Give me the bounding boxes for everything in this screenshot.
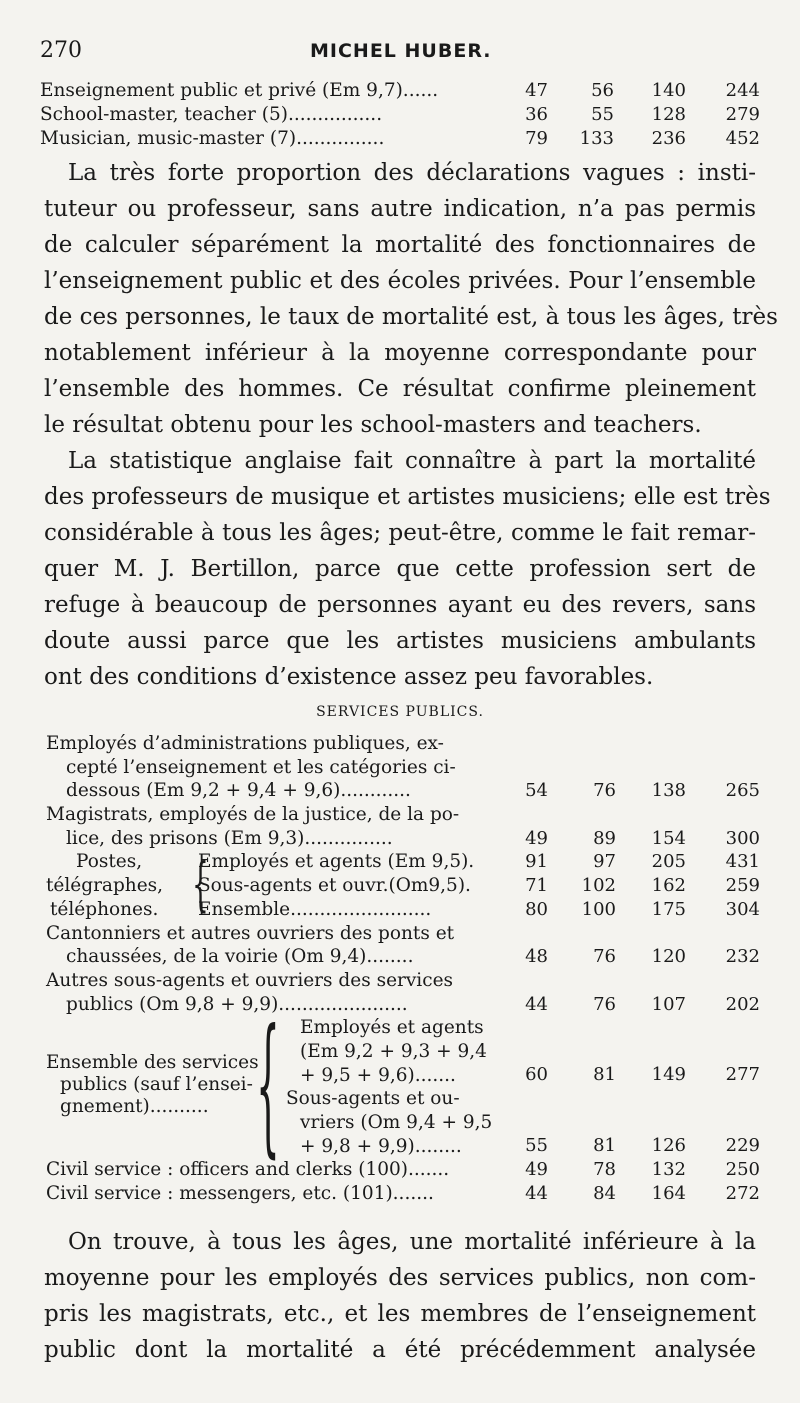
cell: 49 (525, 1159, 548, 1181)
table-row (46, 1134, 766, 1158)
text-line: On trouve, à tous les âges, une mortalité inférieure à la (68, 1229, 756, 1255)
cell: 149 (651, 1064, 686, 1086)
cell: 265 (725, 780, 760, 802)
cell: 76 (593, 946, 616, 968)
row-label: cepté l’enseignement et les catégories ci- (66, 756, 456, 778)
cell: 272 (725, 1182, 760, 1204)
cell: 250 (725, 1159, 760, 1181)
table-row (46, 1063, 766, 1087)
text-line: public dont la mortalité a été précédemment analysée (44, 1337, 756, 1363)
table-row (40, 79, 760, 103)
cell: 76 (593, 993, 616, 1015)
page-number: 270 (40, 38, 82, 63)
text-line: quer M. J. Bertillon, parce que cette profession sert de (44, 556, 756, 582)
cell: 232 (725, 946, 760, 968)
row-label: Sous-agents et ouvr.(Om9,5). (198, 875, 471, 897)
table-row (46, 827, 766, 851)
row-label: Ensemble des services (46, 1052, 259, 1074)
text-line: doute aussi parce que les artistes musiciens ambulants (44, 628, 756, 654)
row-label: + 9,8 + 9,9)........ (300, 1135, 462, 1157)
row-label: Sous-agents et ou- (286, 1088, 460, 1110)
services-table (46, 732, 766, 1206)
text-line: l’enseignement public et des écoles privées. Pour l’ensemble (44, 268, 756, 294)
row-label: téléphones. (50, 898, 159, 920)
cell: 78 (593, 1159, 616, 1181)
cell: 81 (593, 1135, 616, 1157)
table-row (46, 874, 766, 898)
row-label: Postes, (76, 851, 143, 873)
text-line: de calculer séparément la mortalité des fonctionnaires de (44, 232, 756, 258)
cell: 55 (591, 104, 614, 125)
brace: { (256, 998, 280, 1173)
cell: 452 (725, 128, 760, 149)
row-label: Employés d’administrations publiques, ex- (46, 733, 444, 754)
cell: 300 (725, 827, 760, 849)
running-head: MICHEL HUBER. (310, 40, 492, 62)
row-label: gnement).......... (60, 1096, 209, 1118)
table-row (46, 898, 766, 922)
cell: 162 (651, 875, 686, 897)
row-label: Magistrats, employés de la justice, de la po- (46, 804, 460, 826)
row-label: télégraphes, (46, 875, 164, 897)
cell: 81 (593, 1064, 616, 1086)
cell: 48 (525, 946, 548, 968)
cell: 128 (651, 104, 686, 125)
cell: 126 (651, 1135, 686, 1157)
text-line: des professeurs de musique et artistes musiciens; elle est très (44, 484, 771, 510)
text-line: ont des conditions d’existence assez peu favorables. (44, 664, 654, 690)
cell: 175 (651, 898, 686, 920)
table-row (46, 993, 766, 1017)
text-line: La très forte proportion des déclarations vagues : insti- (68, 160, 756, 186)
cell: 91 (525, 851, 548, 873)
row-label: Civil service : officers and clerks (100)....... (46, 1159, 450, 1181)
cell: 76 (593, 780, 616, 802)
cell: 205 (651, 851, 686, 873)
cell: 102 (581, 875, 616, 897)
cell: 277 (725, 1064, 760, 1086)
row-label: Employés et agents (Em 9,5). (198, 851, 475, 873)
cell: 84 (593, 1182, 616, 1204)
row-label: + 9,5 + 9,6)....... (300, 1064, 456, 1086)
row-label: Ensemble........................ (198, 898, 432, 920)
text-line: le résultat obtenu pour les school-masters and teachers. (44, 412, 702, 438)
cell: 60 (525, 1064, 548, 1086)
cell: 36 (525, 104, 548, 125)
text-line: La statistique anglaise fait connaître à part la mortalité (68, 448, 756, 474)
table-row (40, 127, 760, 151)
page-header (40, 32, 760, 72)
cell: 55 (525, 1135, 548, 1157)
row-label: publics (Om 9,8 + 9,9)...................... (66, 993, 408, 1015)
cell: 236 (651, 128, 686, 149)
row-label: Enseignement public et privé (Em 9,7)...... (40, 80, 439, 101)
row-label: vriers (Om 9,4 + 9,5 (300, 1112, 493, 1134)
cell: 259 (725, 875, 760, 897)
text-line: notablement inférieur à la moyenne correspondante pour (44, 340, 756, 366)
cell: 44 (525, 1182, 548, 1204)
row-label: chaussées, de la voirie (Om 9,4)........ (66, 946, 414, 968)
row-label: dessous (Em 9,2 + 9,4 + 9,6)............ (66, 780, 411, 802)
cell: 279 (725, 104, 760, 125)
text-line: refuge à beaucoup de personnes ayant eu des revers, sans (44, 592, 756, 618)
table-row (46, 1182, 766, 1206)
cell: 89 (593, 827, 616, 849)
row-label: Musician, music-master (7)............... (40, 128, 385, 149)
table-row (46, 945, 766, 969)
text-line: pris les magistrats, etc., et les membres de l’enseignement (44, 1301, 756, 1327)
cell: 244 (725, 80, 760, 101)
cell: 164 (651, 1182, 686, 1204)
cell: 132 (651, 1159, 686, 1181)
cell: 100 (581, 898, 616, 920)
cell: 79 (525, 128, 548, 149)
cell: 54 (525, 780, 548, 802)
cell: 154 (651, 827, 686, 849)
cell: 229 (725, 1135, 760, 1157)
text-line: l’ensemble des hommes. Ce résultat confirme pleinement (44, 376, 756, 402)
row-label: School-master, teacher (5)................ (40, 104, 383, 125)
table-row (40, 103, 760, 127)
table-row (46, 1158, 766, 1182)
paragraph (44, 155, 778, 443)
row-label: Autres sous-agents et ouvriers des services (46, 969, 454, 991)
cell: 120 (651, 946, 686, 968)
row-label: lice, des prisons (Em 9,3)............... (66, 827, 393, 849)
text-line: tuteur ou professeur, sans autre indication, n’a pas permis (44, 196, 756, 222)
brace: { (192, 850, 209, 918)
row-label: publics (sauf l’ensei- (60, 1074, 253, 1096)
row-label: (Em 9,2 + 9,3 + 9,4 (300, 1040, 487, 1062)
cell: 44 (525, 993, 548, 1015)
row-label: Cantonniers et autres ouvriers des ponts et (46, 922, 455, 944)
text-line: considérable à tous les âges; peut-être, comme le fait remar- (44, 520, 756, 546)
cell: 202 (725, 993, 760, 1015)
cell: 431 (725, 851, 760, 873)
cell: 138 (651, 780, 686, 802)
cell: 49 (525, 827, 548, 849)
row-label: Employés et agents (300, 1017, 484, 1039)
cell: 56 (591, 80, 614, 101)
table-row (46, 779, 766, 803)
paragraph (44, 1224, 756, 1368)
paragraph (44, 443, 771, 695)
text-line: moyenne pour les employés des services publics, non com- (44, 1265, 756, 1291)
cell: 80 (525, 898, 548, 920)
cell: 71 (525, 875, 548, 897)
cell: 304 (725, 898, 760, 920)
cell: 47 (525, 80, 548, 101)
text-line: de ces personnes, le taux de mortalité est, à tous les âges, très (44, 304, 778, 330)
cell: 107 (651, 993, 686, 1015)
cell: 97 (593, 851, 616, 873)
cell: 140 (651, 80, 686, 101)
row-label: Civil service : messengers, etc. (101)....... (46, 1182, 434, 1204)
section-title: SERVICES PUBLICS. (316, 704, 484, 720)
table-row (46, 850, 766, 874)
cell: 133 (579, 128, 614, 149)
